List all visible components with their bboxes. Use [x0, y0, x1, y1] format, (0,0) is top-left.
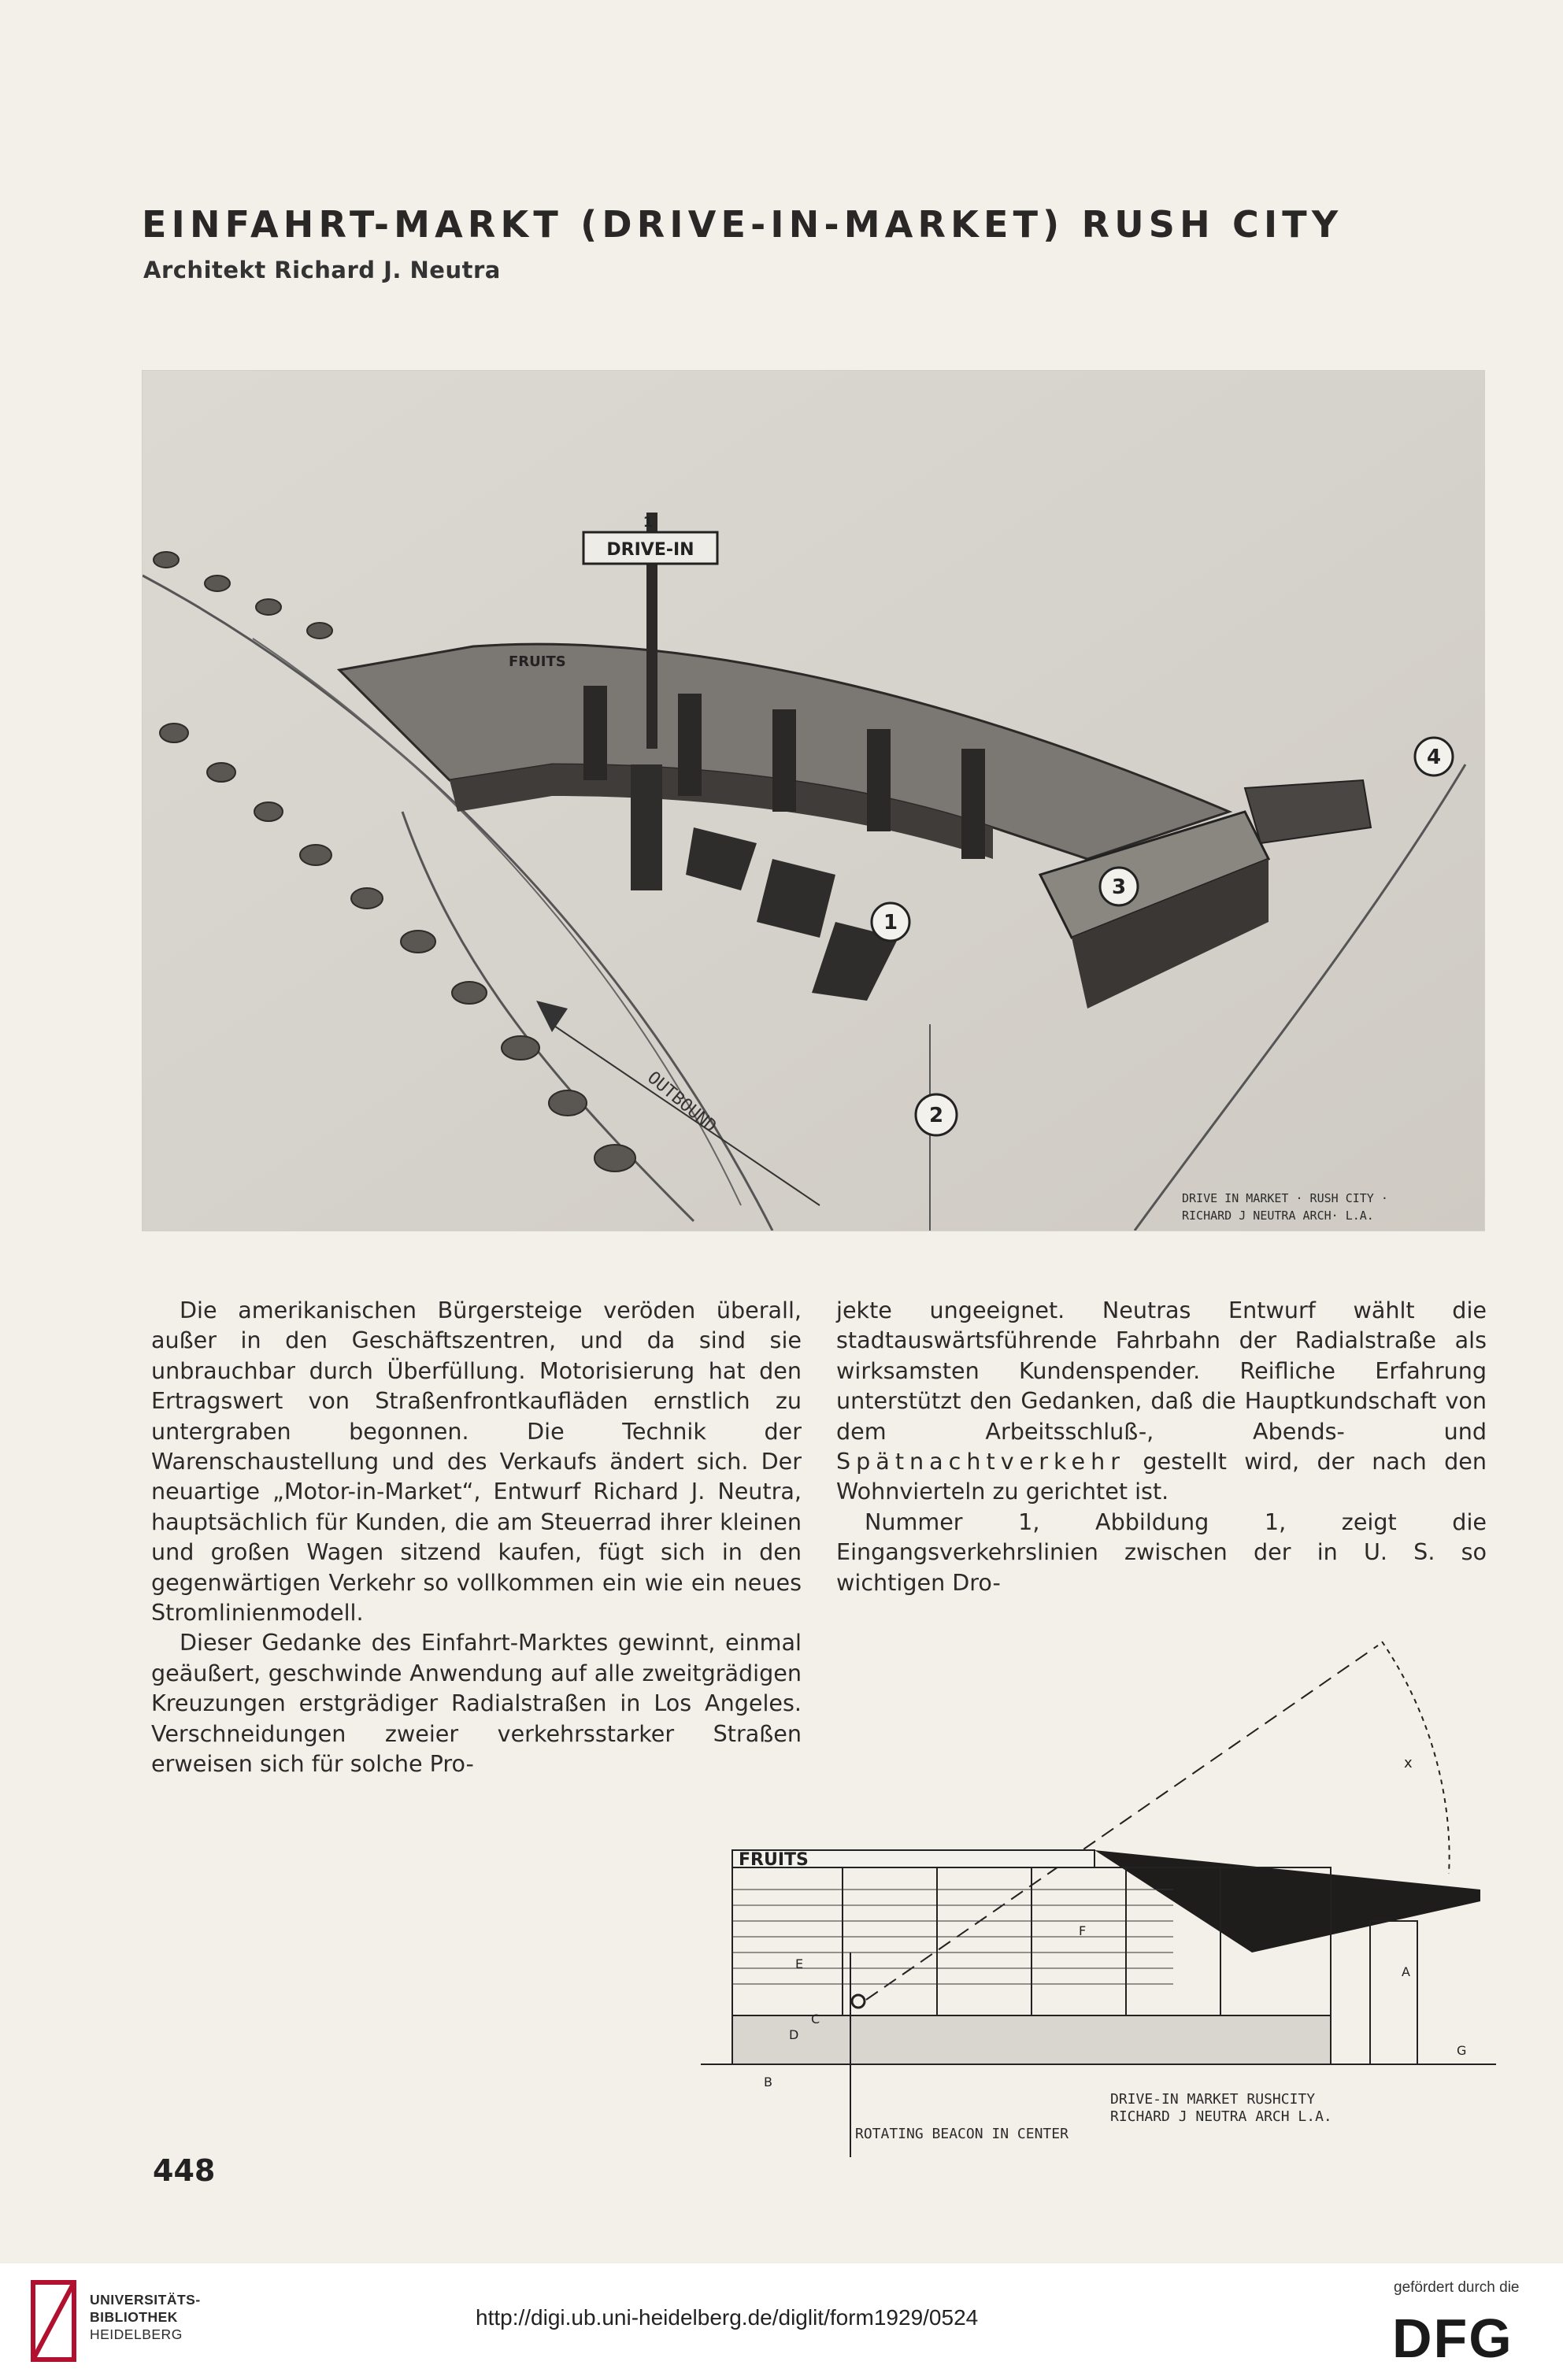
elevation-label-e: E [795, 1956, 804, 1971]
elevation-caption-line3: ROTATING BEACON IN CENTER [855, 2126, 1069, 2142]
page-number: 448 [153, 2153, 216, 2188]
marker-2: 2 [928, 1104, 944, 1127]
drive-in-market-elevation-drawing [701, 1622, 1496, 2157]
drive-in-market-perspective-drawing [142, 370, 1485, 1231]
paragraph: jekte ungeeignet. Neutras Entwurf wählt die stadtauswärtsführende Fahrbahn der Radialstraße als wirksamsten Kundenspender. Reifliche Erfahrung unterstützt den Gedanken, daß die Hauptkundschaft von dem Arbeitsschluß-, Abends- und Spätnachtverkehr gestellt wird, der nach den Wohnvierteln zu gerichtet ist. [836, 1297, 1487, 1505]
elevation-label-d: D [789, 2027, 799, 2042]
drive-in-sign: DRIVE-IN [606, 540, 694, 560]
outbound-label: OUTBOUND [643, 1068, 720, 1137]
drive-in-sign-number: 1 [643, 514, 654, 531]
elevation-caption-line1: DRIVE-IN MARKET RUSHCITY [1110, 2091, 1316, 2108]
elevation-label-f: F [1079, 1923, 1087, 1938]
perspective-caption-line1: DRIVE IN MARKET · RUSH CITY · [1182, 1191, 1388, 1205]
dfg-logo: DFG [1392, 2308, 1513, 2369]
paragraph: Nummer 1, Abbildung 1, zeigt die Eingangsverkehrslinien zwischen der in U. S. so wichtigen Dro- [836, 1508, 1487, 1596]
elevation-label-x: x [1404, 1755, 1413, 1771]
permalink-url[interactable]: http://digi.ub.uni-heidelberg.de/diglit/form1929/0524 [476, 2305, 979, 2330]
university-library-logo-icon [28, 2278, 79, 2364]
marker-1: 1 [883, 911, 898, 935]
article-title: EINFAHRT-MARKT (DRIVE-IN-MARKET) RUSH CITY [142, 203, 1343, 246]
paragraph: Dieser Gedanke des Einfahrt-Marktes gewinnt, einmal geäußert, geschwinde Anwendung auf alle zweitgrädigen Kreuzungen erstgrädiger Radialstraßen in Los Angeles. Verschneidungen zweier verkehrsstarker Straßen erweisen sich für solche Pro- [151, 1629, 802, 1778]
funding-note: gefördert durch die [1394, 2279, 1520, 2296]
fruits-sign-elevation: FRUITS [739, 1850, 809, 1870]
elevation-caption-line2: RICHARD J NEUTRA ARCH L.A. [1110, 2108, 1332, 2125]
emphasized-word: Spätnachtverkehr [836, 1448, 1126, 1475]
fruits-sign-perspective: FRUITS [509, 653, 566, 670]
marker-4: 4 [1426, 746, 1442, 769]
perspective-caption-line2: RICHARD J NEUTRA ARCH· L.A. [1182, 1209, 1374, 1223]
elevation-label-b: B [764, 2075, 772, 2089]
marker-3: 3 [1111, 875, 1127, 899]
article-subtitle: Architekt Richard J. Neutra [143, 257, 501, 283]
body-text-right-column [836, 1295, 1487, 1597]
elevation-label-c: C [811, 2012, 820, 2027]
university-library-name: UNIVERSITÄTS- BIBLIOTHEK HEIDELBERG [90, 2292, 201, 2342]
elevation-label-g: G [1457, 2043, 1467, 2058]
paragraph: Die amerikanischen Bürgersteige veröden überall, außer in den Geschäftszentren, und da sind sie unbrauchbar durch Überfüllung. Motorisierung hat den Ertragswert von Straßenfrontkaufläden ernstlich zu untergraben begonnen. Die Technik der Warenschaustellung und des Verkaufs ändert sich. Der neuartige „Motor-in-Market“, Entwurf Richard J. Neutra, hauptsächlich für Kunden, die am Steuerrad ihrer kleinen und großen Wagen sitzend kaufen, fügt sich in den gegenwärtigen Verkehr so vollkommen ein wie ein neues Stromlinienmodell. [151, 1297, 802, 1627]
elevation-label-a: A [1402, 1964, 1410, 1979]
